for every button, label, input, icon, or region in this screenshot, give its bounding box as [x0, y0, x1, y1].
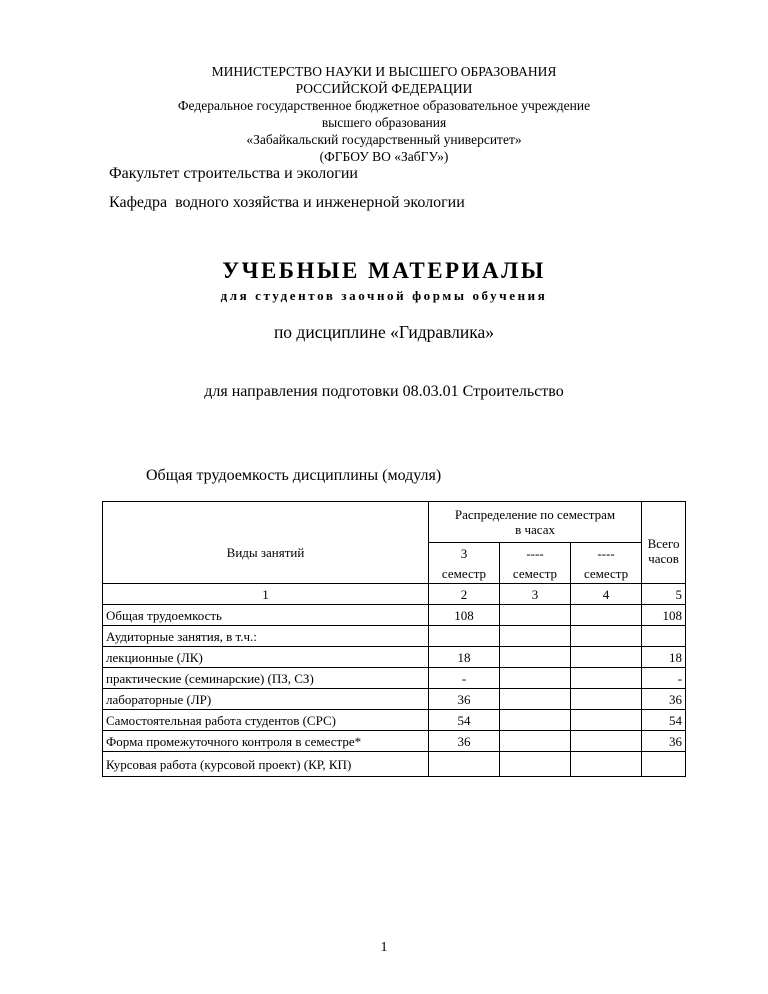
row-sem2 — [500, 752, 571, 777]
table-row — [103, 710, 686, 731]
sem-header-top: ---- — [500, 543, 571, 564]
row-sem1: 18 — [429, 647, 500, 668]
row-sem2 — [500, 731, 571, 752]
row-sem3 — [571, 647, 642, 668]
row-sem3 — [571, 605, 642, 626]
row-label: лабораторные (ЛР) — [103, 689, 429, 710]
row-sem1 — [429, 752, 500, 777]
sem-header-top: 3 — [429, 543, 500, 564]
row-sem1: 36 — [429, 731, 500, 752]
page-number: 1 — [380, 940, 388, 955]
numbering-cell: 5 — [642, 584, 686, 605]
table-row — [103, 605, 686, 626]
document-subtitle: для студентов заочной формы обучения — [220, 288, 548, 303]
row-sem1 — [429, 626, 500, 647]
row-sem1: 36 — [429, 689, 500, 710]
university-name: «Забайкальский государственный университет» — [246, 132, 522, 147]
row-sem1: 108 — [429, 605, 500, 626]
institution-line-1: Федеральное государственное бюджетное образовательное учреждение — [177, 98, 591, 113]
row-sem2 — [500, 626, 571, 647]
row-label: Аудиторные занятия, в т.ч.: — [103, 626, 429, 647]
row-label: лекционные (ЛК) — [103, 647, 429, 668]
row-sem2 — [500, 710, 571, 731]
header-total-line-2: часов — [648, 550, 679, 566]
row-total: 36 — [642, 689, 686, 710]
row-sem1: 54 — [429, 710, 500, 731]
row-label: практические (семинарские) (ПЗ, СЗ) — [103, 668, 429, 689]
discipline-line: по дисциплине «Гидравлика» — [273, 322, 495, 342]
total-workload-label: Общая трудоемкость дисциплины (модуля) — [146, 467, 442, 484]
row-label: Курсовая работа (курсовой проект) (КР, КП) — [103, 752, 429, 777]
direction-line: для направления подготовки 08.03.01 Строительство — [204, 383, 564, 400]
row-sem3 — [571, 752, 642, 777]
row-total: - — [642, 668, 686, 689]
row-sem2 — [500, 668, 571, 689]
header-total-line-1: Всего — [647, 535, 680, 551]
document-title: УЧЕБНЫЕ МАТЕРИАЛЫ — [222, 258, 546, 283]
row-label: Общая трудоемкость — [103, 605, 429, 626]
sem-header-top: ---- — [571, 543, 642, 564]
row-label: Самостоятельная работа студентов (СРС) — [103, 710, 429, 731]
ministry-line-2: РОССИЙСКОЙ ФЕДЕРАЦИИ — [295, 81, 473, 96]
table-row — [103, 626, 686, 647]
row-sem2 — [500, 689, 571, 710]
sem-header-bottom: семестр — [571, 563, 642, 584]
institution-line-2: высшего образования — [321, 115, 447, 130]
numbering-cell: 2 — [429, 584, 500, 605]
table-row — [103, 647, 686, 668]
hours-table — [102, 501, 686, 777]
numbering-cell: 4 — [571, 584, 642, 605]
sem-header-bottom: семестр — [429, 563, 500, 584]
row-total — [642, 626, 686, 647]
header-total — [642, 502, 686, 584]
row-label: Форма промежуточного контроля в семестре* — [103, 731, 429, 752]
ministry-line-1: МИНИСТЕРСТВО НАУКИ И ВЫСШЕГО ОБРАЗОВАНИЯ — [211, 64, 557, 79]
header-distribution-line-2: в часах — [515, 522, 555, 537]
table-row — [103, 731, 686, 752]
row-total — [642, 752, 686, 777]
header-types: Виды занятий — [103, 502, 429, 584]
university-abbreviation: (ФГБОУ ВО «ЗабГУ») — [319, 149, 449, 164]
row-total: 18 — [642, 647, 686, 668]
sem-header-bottom: семестр — [500, 563, 571, 584]
row-total: 36 — [642, 731, 686, 752]
row-sem2 — [500, 647, 571, 668]
table-row — [103, 668, 686, 689]
header-distribution-line-1: Распределение по семестрам — [454, 507, 616, 522]
row-sem2 — [500, 605, 571, 626]
row-sem1: - — [429, 668, 500, 689]
numbering-cell: 3 — [500, 584, 571, 605]
row-total: 54 — [642, 710, 686, 731]
row-sem3 — [571, 689, 642, 710]
row-sem3 — [571, 668, 642, 689]
row-sem3 — [571, 731, 642, 752]
numbering-cell: 1 — [103, 584, 429, 605]
row-sem3 — [571, 626, 642, 647]
table-row — [103, 752, 686, 777]
faculty-line: Факультет строительства и экологии — [109, 165, 358, 182]
row-sem3 — [571, 710, 642, 731]
numbering-row — [103, 584, 686, 605]
table-row — [103, 689, 686, 710]
header-distribution — [429, 502, 642, 543]
department-line: Кафедра водного хозяйства и инженерной экологии — [109, 194, 465, 211]
row-total: 108 — [642, 605, 686, 626]
